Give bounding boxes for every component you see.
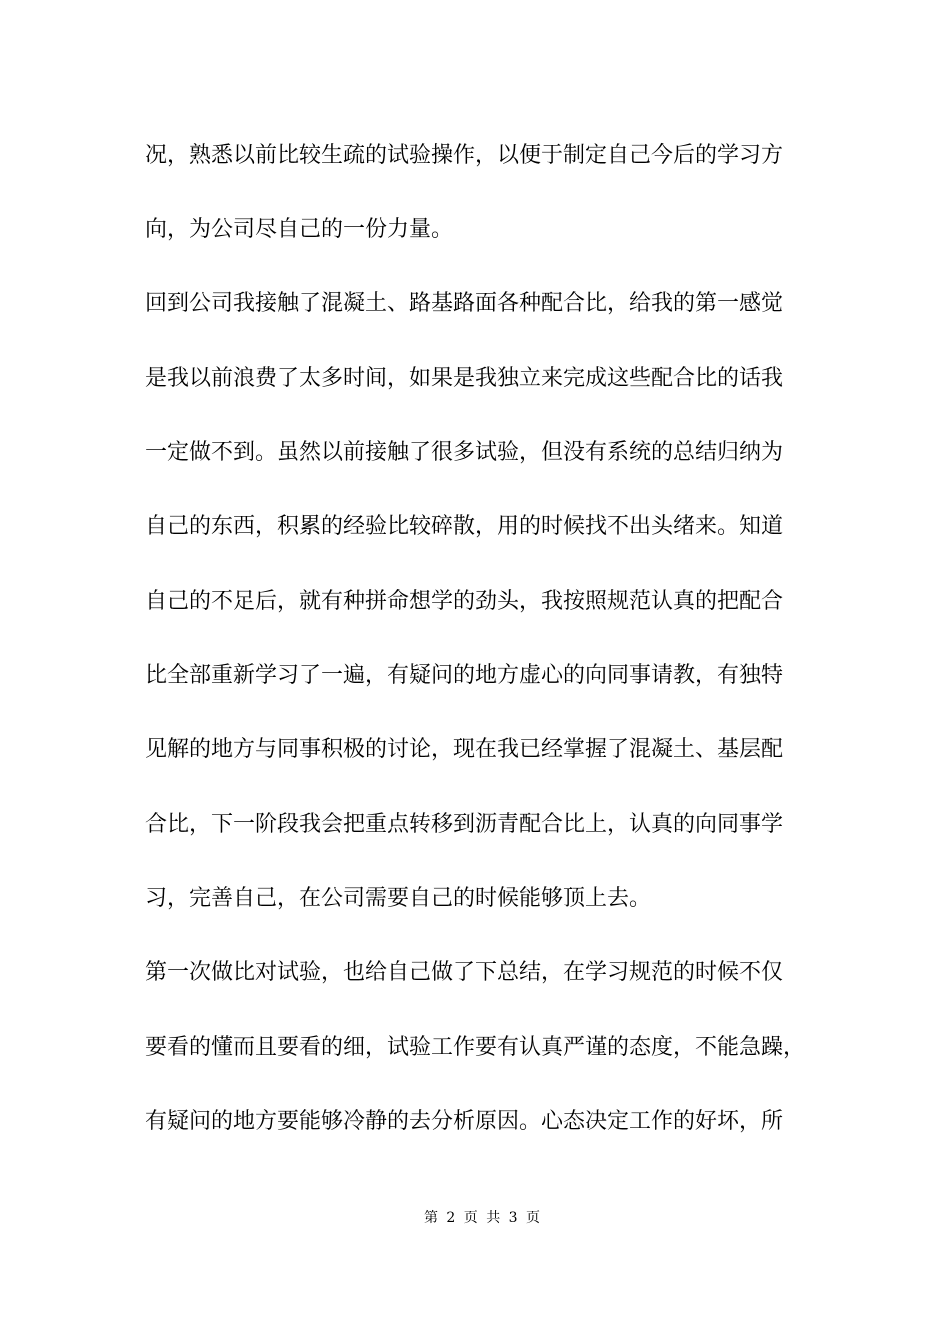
- page-footer: [0, 1208, 950, 1228]
- text-line-3: 回到公司我接触了混凝土、路基路面各种配合比，给我的第一感觉: [145, 291, 784, 316]
- text-line-9: 见解的地方与同事积极的讨论，现在我已经掌握了混凝土、基层配: [145, 737, 784, 762]
- text-line-5: 一定做不到。虽然以前接触了很多试验，但没有系统的总结归纳为: [145, 440, 784, 465]
- text-line-1: 况，熟悉以前比较生疏的试验操作，以便于制定自己今后的学习方: [145, 143, 784, 168]
- text-line-11: 习，完善自己，在公司需要自己的时候能够顶上去。: [145, 886, 652, 911]
- text-line-10: 合比，下一阶段我会把重点转移到沥青配合比上，认真的向同事学: [145, 812, 784, 837]
- footer-prefix: 第: [423, 1210, 438, 1226]
- text-line-14: 有疑问的地方要能够冷静的去分析原因。心态决定工作的好坏，所: [145, 1109, 784, 1134]
- footer-total-pages: 3: [508, 1210, 518, 1226]
- text-line-7: 自己的不足后，就有种拼命想学的劲头，我按照规范认真的把配合: [145, 589, 784, 614]
- text-line-12: 第一次做比对试验，也给自己做了下总结，在学习规范的时候不仅: [145, 960, 784, 985]
- text-line-13: 要看的懂而且要看的细，试验工作要有认真严谨的态度，不能急躁，: [145, 1035, 806, 1060]
- footer-suffix: 页: [526, 1210, 541, 1226]
- text-line-6: 自己的东西，积累的经验比较碎散，用的时候找不出头绪来。知道: [145, 514, 784, 539]
- text-line-4: 是我以前浪费了太多时间，如果是我独立来完成这些配合比的话我: [145, 366, 784, 391]
- text-line-2: 向，为公司尽自己的一份力量。: [145, 217, 454, 242]
- footer-current-page: 2: [446, 1210, 456, 1226]
- footer-total-word: 共: [486, 1210, 501, 1226]
- footer-page-word: 页: [463, 1210, 478, 1226]
- text-line-8: 比全部重新学习了一遍，有疑问的地方虚心的向同事请教，有独特: [145, 663, 784, 688]
